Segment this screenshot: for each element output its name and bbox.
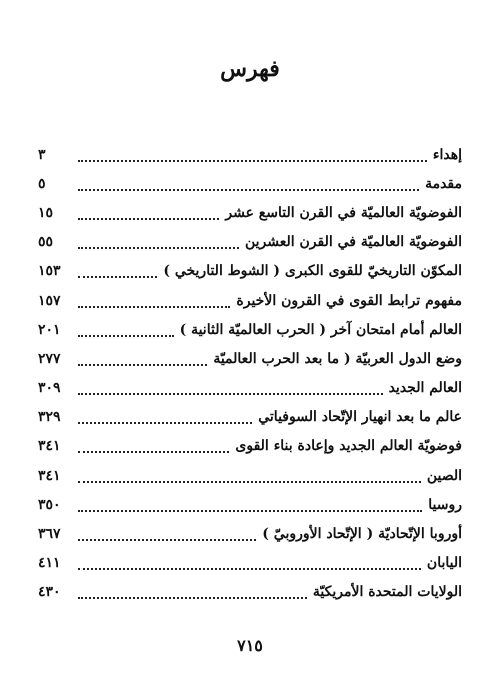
dot-leader (78, 350, 207, 366)
toc-entry-title: فوضويّة العالم الجديد وإعادة بناء القوى (235, 438, 462, 455)
toc-entry-page: ٣٥٠ (38, 496, 61, 513)
toc-entry (38, 490, 462, 519)
toc-entry (38, 461, 462, 490)
toc-entry (38, 315, 462, 344)
toc-entry-title: اليابان (426, 555, 462, 572)
toc-entry (38, 344, 462, 373)
toc-entry-page: ٤١١ (38, 555, 61, 572)
toc-entry-title: الصين (426, 467, 462, 484)
toc-entry-page: ٢٧٧ (38, 350, 61, 367)
toc-entry-page: ٣٤١ (38, 438, 61, 455)
toc-entry-title: العالم الجديد (388, 380, 462, 397)
dot-leader (78, 379, 383, 395)
toc-entry-title: الولايات المتحدة الأمريكيّة (312, 584, 462, 601)
toc-entry-page: ٣٢٩ (38, 409, 61, 426)
toc-entry-page: ٢٠١ (38, 321, 61, 338)
dot-leader (78, 321, 174, 337)
toc-entry-page: ٥٥ (38, 234, 54, 251)
toc-entry-page: ١٥٧ (38, 292, 61, 309)
toc-entry (38, 140, 462, 169)
toc-entry-title: أوروبا الإتّحاديّة ( الإتّحاد الأوروبيّ ) (262, 526, 462, 543)
toc-entry-title: عالم ما بعد انهيار الإتّحاد السوفياتي (258, 409, 462, 426)
toc-entry-page: ١٥٣ (38, 263, 61, 280)
toc-entry (38, 198, 462, 227)
toc-entry (38, 228, 462, 257)
toc-entry (38, 374, 462, 403)
toc-entry (38, 286, 462, 315)
dot-leader (78, 146, 427, 162)
toc-entry-title: الفوضويّة العالميّة في القرن التاسع عشر (225, 204, 462, 221)
toc-entry (38, 403, 462, 432)
toc-entry-title: العالم أمام امتحان آخر ( الحرب العالميّة الثانية ) (179, 321, 462, 338)
table-of-contents (38, 140, 462, 607)
toc-entry-page: ٣٠٩ (38, 380, 61, 397)
dot-leader (78, 525, 256, 541)
toc-entry-page: ١٥ (38, 204, 54, 221)
toc-entry-page: ٣٦٧ (38, 526, 61, 543)
toc-entry (38, 519, 462, 548)
dot-leader (78, 292, 230, 308)
toc-entry-title: إهداء (432, 146, 462, 163)
dot-leader (78, 496, 422, 512)
dot-leader (78, 554, 421, 570)
dot-leader (78, 204, 219, 220)
dot-leader (78, 467, 421, 483)
toc-entry-title: مقدمة (425, 175, 462, 192)
toc-entry-page: ٣٤١ (38, 467, 61, 484)
dot-leader (78, 408, 252, 424)
dot-leader (78, 233, 239, 249)
page-number: ٧١٥ (237, 636, 263, 655)
toc-entry (38, 578, 462, 607)
toc-entry-title: المكوّن التاريخيّ للقوى الكبرى ( الشوط التاريخي ) (163, 263, 462, 280)
toc-entry-title: روسيا (428, 496, 462, 513)
dot-leader (78, 583, 307, 599)
toc-entry (38, 169, 462, 198)
toc-entry-title: الفوضويّة العالميّة في القرن العشرين (244, 234, 462, 251)
toc-entry-page: ٤٣٠ (38, 584, 61, 601)
toc-entry-title: وضع الدول العربيّة ( ما بعد الحرب العالميّة (213, 350, 462, 367)
toc-entry-page: ٣ (38, 146, 46, 163)
dot-leader (78, 437, 229, 453)
dot-leader (78, 262, 157, 278)
toc-entry (38, 549, 462, 578)
toc-entry-title: مفهوم ترابط القوى في القرون الأخيرة (236, 292, 462, 309)
page-title: فهرس (220, 56, 280, 82)
toc-entry-page: ٥ (38, 175, 46, 192)
dot-leader (78, 175, 419, 191)
toc-entry (38, 432, 462, 461)
toc-entry (38, 257, 462, 286)
